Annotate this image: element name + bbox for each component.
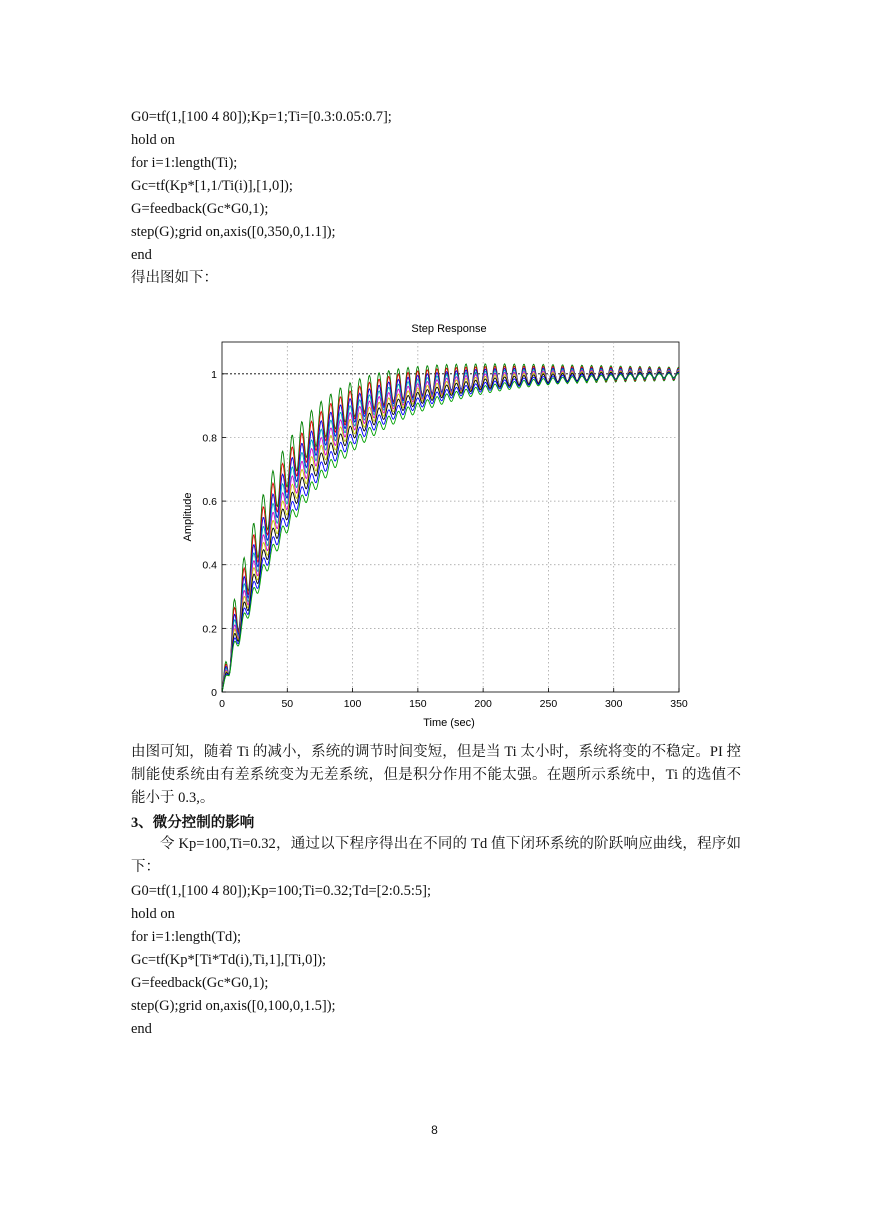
step-response-chart	[170, 318, 700, 733]
x-tick-label: 150	[409, 698, 427, 710]
code-line-3: for i=1:length(Ti);	[131, 155, 238, 171]
code-line-4: Gc=tf(Kp*[1,1/Ti(i)],[1,0]);	[131, 178, 293, 194]
y-tick-label: 1	[211, 368, 217, 381]
y-tick-label: 0.6	[202, 496, 217, 509]
x-tick-label: 50	[281, 698, 294, 710]
code2-line-5: G=feedback(Gc*G0,1);	[131, 975, 269, 991]
section-heading: 3、微分控制的影响	[131, 815, 255, 831]
x-tick-label: 350	[670, 698, 688, 710]
code2-line-4: Gc=tf(Kp*[Ti*Td(i),Ti,1],[Ti,0]);	[131, 952, 327, 968]
chart-title: Step Response	[411, 323, 487, 335]
code-line-1: G0=tf(1,[100 4 80]);Kp=1;Ti=[0.3:0.05:0.7];	[131, 109, 392, 125]
analysis-paragraph: 由图可知，随着 Ti 的减小，系统的调节时间变短，但是当 Ti 太小时，系统将变的不稳定。PI 控制能使系统由有差系统变为无差系统，但是积分作用不能太强。在题所示系统中，Ti 的选值不能小于 0.3,。	[131, 744, 741, 806]
x-tick-label: 250	[539, 698, 558, 710]
code2-line-7: end	[131, 1021, 152, 1037]
x-tick-label: 0	[219, 698, 225, 710]
y-tick-label: 0	[211, 687, 217, 699]
y-tick-label: 0.2	[202, 623, 217, 636]
code-line-6: step(G);grid on,axis([0,350,0,1.1]);	[131, 224, 336, 240]
code2-line-3: for i=1:length(Td);	[131, 929, 242, 945]
x-tick-label: 100	[343, 698, 362, 710]
code2-line-6: step(G);grid on,axis([0,100,0,1.5]);	[131, 998, 336, 1014]
code2-line-1: G0=tf(1,[100 4 80]);Kp=100;Ti=0.32;Td=[2:0.5:5];	[131, 883, 432, 899]
page-number: 8	[431, 1123, 438, 1137]
x-axis-label: Time (sec)	[423, 717, 475, 729]
figure-intro: 得出图如下：	[131, 270, 218, 286]
step-response-figure	[170, 318, 700, 738]
code2-line-2: hold on	[131, 906, 175, 922]
y-tick-label: 0.4	[202, 559, 217, 572]
x-tick-label: 200	[474, 698, 492, 710]
y-axis-label: Amplitude	[182, 492, 194, 542]
code-line-7: end	[131, 247, 152, 263]
x-tick-label: 300	[604, 698, 623, 710]
code-line-2: hold on	[131, 132, 175, 148]
y-tick-label: 0.8	[202, 432, 217, 445]
code-line-5: G=feedback(Gc*G0,1);	[131, 201, 269, 217]
intro-paragraph: 令 Kp=100,Ti=0.32，通过以下程序得出在不同的 Td 值下闭环系统的阶跃响应曲线，程序如下：	[131, 836, 741, 875]
